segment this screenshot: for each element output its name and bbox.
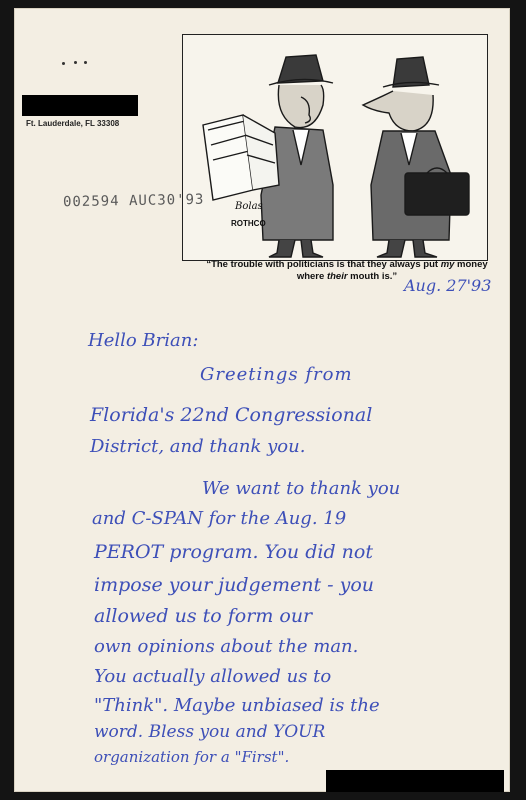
syndicate-label: ROTHCO bbox=[231, 219, 266, 228]
redacted-name bbox=[22, 95, 138, 116]
letter-line: impose your judgement - you bbox=[94, 574, 374, 596]
cartoonist-signature: Bolas bbox=[235, 201, 263, 212]
letter-line: District, and thank you. bbox=[90, 436, 306, 457]
cartoon-caption: “The trouble with politicians is that they always put my money where their mouth is.” bbox=[206, 259, 488, 282]
received-date-stamp: 002594 AUC30'93 bbox=[62, 191, 205, 211]
letter-line: word. Bless you and YOUR bbox=[94, 722, 326, 742]
redacted-signature bbox=[326, 770, 504, 792]
letter-line: own opinions about the man. bbox=[94, 636, 359, 657]
letter-line: "Think". Maybe unbiased is the bbox=[94, 695, 380, 716]
letter-line: Greetings from bbox=[200, 364, 353, 385]
letterhead-address: Ft. Lauderdale, FL 33308 bbox=[26, 119, 120, 128]
letter-line: PEROT program. You did not bbox=[94, 541, 373, 563]
letter-line: and C-SPAN for the Aug. 19 bbox=[92, 508, 347, 529]
mark-dot bbox=[62, 62, 65, 65]
letter-line: organization for a "First". bbox=[94, 748, 290, 766]
letter-line: Florida's 22nd Congressional bbox=[90, 404, 373, 426]
letter-line: You actually allowed us to bbox=[94, 666, 332, 687]
letter-page bbox=[14, 8, 510, 792]
letter-line: Hello Brian: bbox=[88, 330, 199, 351]
letter-line: We want to thank you bbox=[202, 478, 401, 499]
letter-line: allowed us to form our bbox=[94, 605, 313, 627]
mark-dot bbox=[74, 61, 77, 64]
letter-date: Aug. 27'93 bbox=[404, 276, 492, 295]
mark-dot bbox=[84, 61, 87, 64]
political-cartoon bbox=[182, 34, 488, 261]
cartoon-drawing bbox=[183, 35, 487, 260]
